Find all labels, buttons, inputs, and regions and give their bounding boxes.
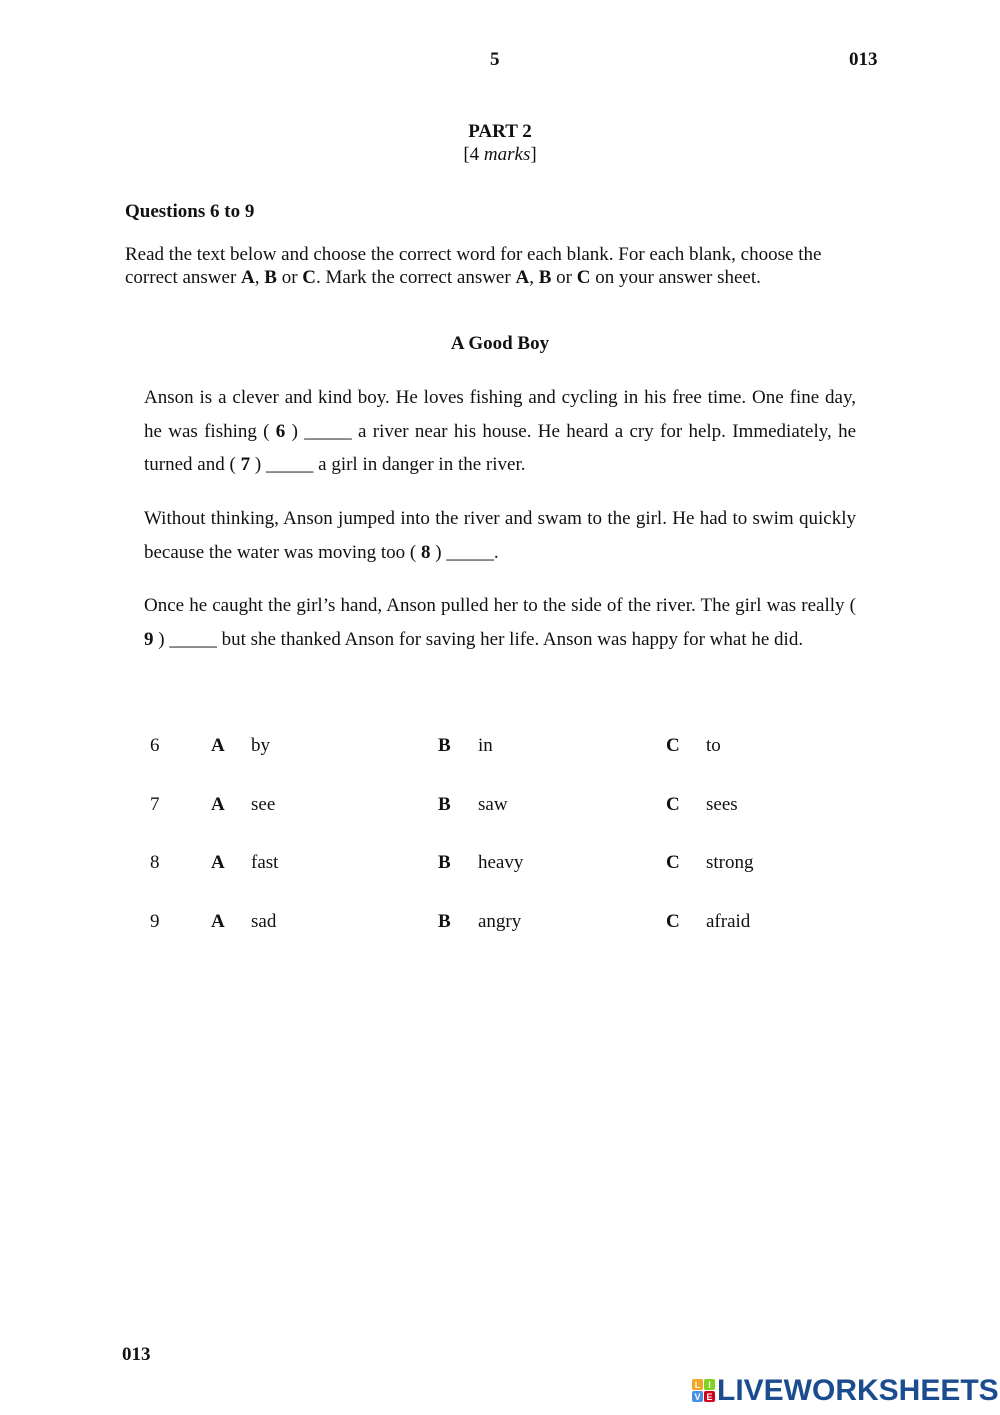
question-row-6 xyxy=(0,735,1000,765)
page-number: 5 xyxy=(490,49,500,70)
exam-code-bottom: 013 xyxy=(122,1344,151,1365)
p1-text-1: Anson is a clever and kind boy. He loves fishing and cycling in his free time. One fine day, he was fishing ( xyxy=(144,387,856,442)
option-a-text: see xyxy=(251,794,276,815)
instr-c2: C xyxy=(576,267,591,288)
option-b-label: B xyxy=(438,852,451,873)
logo-letter-l: L xyxy=(694,1380,701,1390)
story-paragraph-3 xyxy=(144,589,856,656)
p2-text-1: Without thinking, Anson jumped into the river and swam to the girl. He had to swim quickly because the water was moving too ( xyxy=(144,508,856,563)
questions-heading: Questions 6 to 9 xyxy=(125,201,255,222)
instr-b2: B xyxy=(538,267,552,288)
option-c-label: C xyxy=(666,735,680,756)
question-number: 9 xyxy=(150,911,160,932)
option-a-text: by xyxy=(251,735,270,756)
instructions xyxy=(125,243,875,289)
p3-text-1: Once he caught the girl’s hand, Anson pulled her to the side of the river. The girl was really ( xyxy=(144,595,856,616)
option-a-label: A xyxy=(211,852,225,873)
option-b-label: B xyxy=(438,794,451,815)
instr-sep-1: , xyxy=(254,267,265,288)
part-title: PART 2 xyxy=(468,121,532,142)
blank-number-6: 6 xyxy=(275,420,286,442)
story-title: A Good Boy xyxy=(450,333,550,354)
option-a-text: fast xyxy=(251,852,279,873)
question-row-9 xyxy=(0,911,1000,941)
part-marks xyxy=(0,144,1000,166)
instr-sep-3: , xyxy=(529,267,539,288)
instr-a1: A xyxy=(241,267,255,288)
option-b-label: B xyxy=(438,735,451,756)
logo-letter-e: E xyxy=(706,1392,713,1402)
blank-number-7: 7 xyxy=(240,454,251,475)
option-b-text: saw xyxy=(478,794,508,815)
question-row-7 xyxy=(0,794,1000,824)
logo-letter-v: V xyxy=(694,1392,701,1402)
exam-code-top: 013 xyxy=(849,49,878,70)
blank-number-8: 8 xyxy=(421,541,431,563)
marks-word: marks xyxy=(483,144,531,165)
story-paragraph-1 xyxy=(144,381,856,482)
option-c-label: C xyxy=(666,794,680,815)
option-a-label: A xyxy=(211,911,225,932)
p1-text-3: ) _____ a girl in danger in the river. xyxy=(250,454,526,475)
instr-text-1: Read the text below and choose the correct word for each blank. For each blank, choose the correct answer xyxy=(125,244,822,288)
option-b-text: in xyxy=(478,735,493,756)
option-c-text: afraid xyxy=(706,911,751,932)
option-c-label: C xyxy=(666,852,680,873)
instr-b1: B xyxy=(264,267,277,288)
option-c-text: strong xyxy=(706,852,754,873)
liveworksheets-logo-icon xyxy=(691,1378,717,1404)
option-a-text: sad xyxy=(251,911,277,932)
option-b-text: angry xyxy=(478,911,522,932)
question-row-8 xyxy=(0,852,1000,882)
option-a-label: A xyxy=(211,735,225,756)
p2-text-2: ) _____. xyxy=(430,541,499,563)
logo-letter-i: I xyxy=(708,1380,711,1390)
marks-open: [4 xyxy=(463,144,484,165)
question-number: 7 xyxy=(150,794,160,815)
p3-text-2: ) _____ but she thanked Anson for saving her life. Anson was happy for what he did. xyxy=(153,628,804,650)
option-b-label: B xyxy=(438,911,451,932)
story-paragraph-2 xyxy=(144,502,856,569)
instr-text-2: . Mark the correct answer xyxy=(316,267,516,288)
instr-text-3: on your answer sheet. xyxy=(590,267,761,288)
instr-a2: A xyxy=(515,267,530,288)
option-c-text: to xyxy=(706,735,721,756)
question-number: 6 xyxy=(150,735,160,756)
brand-text: LIVEWORKSHEETS xyxy=(717,1374,999,1407)
p1-text-2: ) _____ a river near his house. He heard a cry for help. Immediately, he turned and ( xyxy=(144,420,856,475)
instr-sep-2: or xyxy=(276,267,303,288)
option-c-text: sees xyxy=(706,794,738,815)
marks-close: ] xyxy=(530,144,537,165)
question-number: 8 xyxy=(150,852,160,873)
blank-number-9: 9 xyxy=(144,628,154,650)
option-c-label: C xyxy=(666,911,680,932)
instr-sep-4: or xyxy=(551,267,577,288)
option-a-label: A xyxy=(211,794,225,815)
option-b-text: heavy xyxy=(478,852,524,873)
instr-c1: C xyxy=(302,267,317,288)
